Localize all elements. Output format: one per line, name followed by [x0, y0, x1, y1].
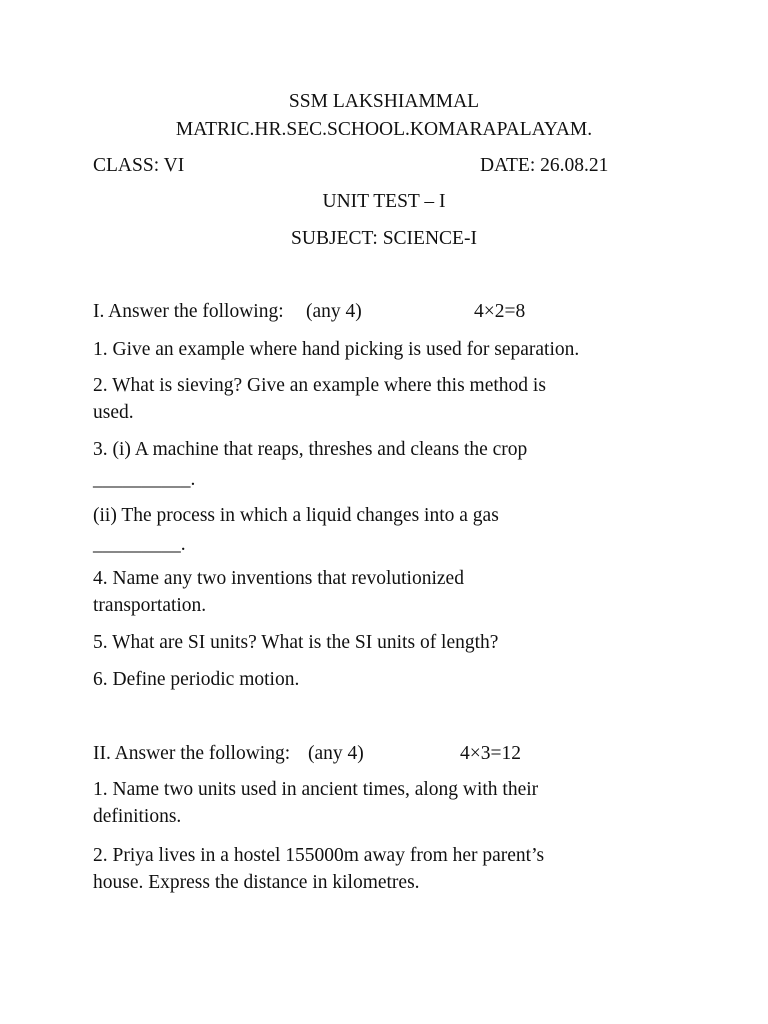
date-label: DATE: 26.08.21 [480, 155, 609, 176]
section-2-question-1: 1. Name two units used in ancient times, along with their [93, 779, 539, 800]
section-2-question-1-cont: definitions. [93, 806, 182, 827]
section-1-instruction: I. Answer the following: [93, 301, 284, 322]
section-1-question-3ii-blank: _________. [93, 534, 186, 555]
section-2-marks: 4×3=12 [460, 743, 521, 764]
section-2-instruction: II. Answer the following: [93, 743, 291, 764]
section-1-question-4-cont: transportation. [93, 595, 207, 616]
section-1-question-4: 4. Name any two inventions that revolutionized [93, 568, 464, 589]
section-2-choice: (any 4) [308, 743, 364, 764]
section-2-question-2-cont: house. Express the distance in kilometres. [93, 872, 420, 893]
section-1-question-2-cont: used. [93, 402, 134, 423]
section-1-question-3ii: (ii) The process in which a liquid changes into a gas [93, 505, 499, 526]
section-1-question-2: 2. What is sieving? Give an example where this method is [93, 375, 546, 396]
section-1-question-6: 6. Define periodic motion. [93, 669, 300, 690]
school-name-continued: MATRIC.HR.SEC.SCHOOL.KOMARAPALAYAM. [175, 119, 593, 140]
section-2-question-2: 2. Priya lives in a hostel 155000m away from her parent’s [93, 845, 545, 866]
subject-title: SUBJECT: SCIENCE-I [291, 228, 477, 249]
test-title: UNIT TEST – I [322, 191, 446, 212]
section-1-choice: (any 4) [306, 301, 362, 322]
class-label: CLASS: VI [93, 155, 185, 176]
section-1-question-5: 5. What are SI units? What is the SI units of length? [93, 632, 499, 653]
school-name: SSM LAKSHIAMMAL [288, 91, 480, 112]
section-1-marks: 4×2=8 [474, 301, 526, 322]
section-1-question-1: 1. Give an example where hand picking is used for separation. [93, 339, 580, 360]
section-1-question-3i-blank: __________. [93, 469, 196, 490]
section-1-question-3i: 3. (i) A machine that reaps, threshes and cleans the crop [93, 439, 528, 460]
